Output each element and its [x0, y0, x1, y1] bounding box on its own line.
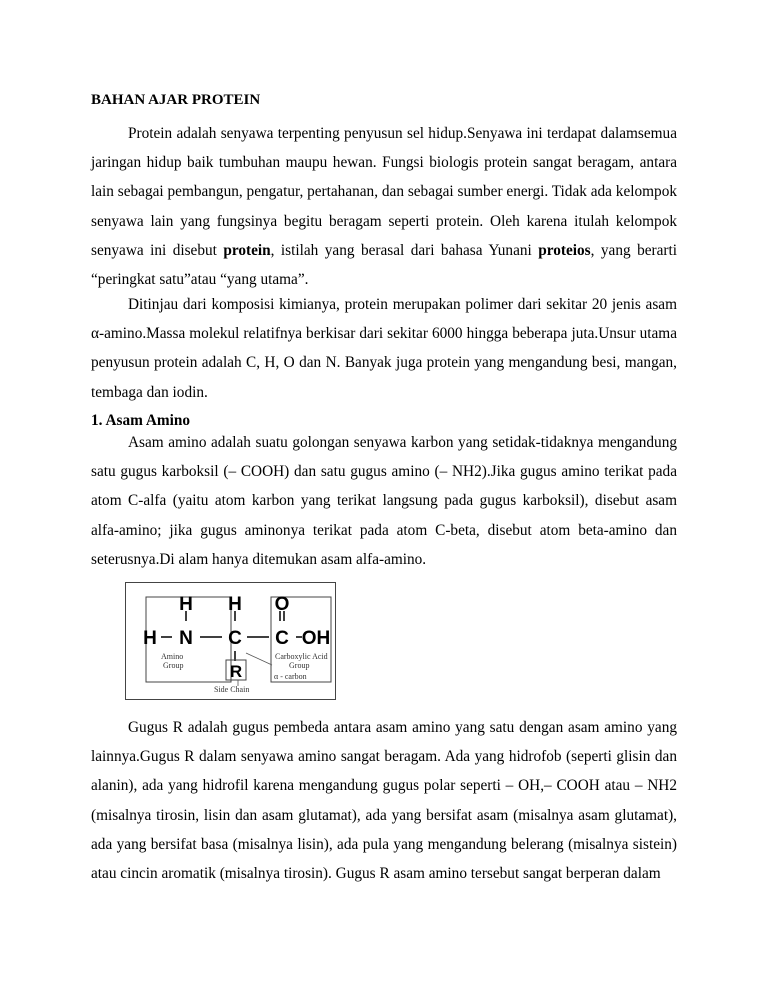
label-amino: Amino — [161, 652, 184, 661]
paragraph-composition-text: Ditinjau dari komposisi kimianya, protein merupakan polimer dari sekitar 20 jenis asam α-amino.Massa molekul relatifnya berkisar dari sekitar 6000 hingga beberapa juta.Unsur utama penyusun protein adalah C, H, O dan N. Banyak juga protein yang mengandung besi, mangan, tembaga dan iodin. — [91, 296, 677, 401]
atom-oh: OH — [301, 628, 331, 649]
atom-c-alpha: C — [228, 628, 242, 649]
atom-h-top-2: H — [228, 594, 242, 615]
document-title: BAHAN AJAR PROTEIN — [91, 92, 261, 108]
label-carboxyl-group: Group — [289, 661, 310, 670]
paragraph-intro-text-1: Protein adalah senyawa terpenting penyusun sel hidup.Senyawa ini terdapat dalamsemua jaringan hidup baik tumbuhan maupu hewan. Fungsi biologis protein sangat beragam, antara lain sebagai pembangun, pengatur, pertahanan, dan sebagai sumber energi. Tidak ada kelompok senyawa lain yang fungsinya begitu beragam seperti protein. Oleh karena itulah kelompok senyawa ini disebut — [91, 125, 677, 259]
label-alpha-carbon: α - carbon — [274, 672, 307, 681]
label-carboxylic-acid: Carboxylic Acid — [275, 652, 328, 661]
paragraph-r-group-text: Gugus R adalah gugus pembeda antara asam amino yang satu dengan asam amino yang lainnya.Gugus R dalam senyawa amino sangat beragam. Ada yang hidrofob (seperti glisin dan alanin), ada yang hidrofil karena mengandung gugus polar seperti – OH,– COOH atau – NH2 (misalnya tirosin, lisin dan asam glutamat), ada yang bersifat asam (misalnya asam glutamat), ada yang bersifat basa (misalnya lisin), ada pula yang mengandung belerang (misalnya sistein) atau cincin aromatik (misalnya tirosin). Gugus R asam amino tersebut sangat berperan dalam — [91, 719, 677, 883]
paragraph-intro-text-3: , yang berarti “peringkat satu”atau “yang utama”. — [91, 241, 677, 289]
atom-h-left: H — [143, 628, 157, 649]
amino-acid-structure-diagram — [126, 583, 335, 699]
alpha-carbon-pointer — [246, 653, 272, 665]
atom-r: R — [229, 662, 243, 681]
paragraph-intro — [91, 119, 677, 294]
term-proteios: proteios — [538, 241, 591, 259]
atom-o-top: O — [274, 594, 290, 615]
label-side-chain: Side Chain — [214, 685, 250, 694]
amino-acid-structure-figure — [125, 582, 336, 700]
label-amino-group: Group — [163, 661, 184, 670]
paragraph-amino-acid — [91, 428, 677, 574]
paragraph-intro-text-2: , istilah yang berasal dari bahasa Yunani — [270, 241, 539, 259]
paragraph-composition — [91, 290, 677, 407]
atom-n: N — [179, 628, 193, 649]
paragraph-r-group — [91, 713, 677, 888]
term-protein: protein — [223, 241, 271, 259]
atom-h-top-1: H — [179, 594, 193, 615]
section-heading-asam-amino: 1. Asam Amino — [91, 412, 191, 429]
paragraph-amino-acid-text: Asam amino adalah suatu golongan senyawa karbon yang setidak-tidaknya mengandung satu gugus karboksil (– COOH) dan satu gugus amino (– NH2).Jika gugus amino terikat pada atom C-alfa (yaitu atom karbon yang terikat langsung pada gugus karboksil), disebut asam alfa-amino; jika gugus aminonya terikat pada atom C-beta, disebut atom beta-amino dan seterusnya.Di alam hanya ditemukan asam alfa-amino. — [91, 434, 677, 568]
atom-c-carboxyl: C — [275, 628, 289, 649]
